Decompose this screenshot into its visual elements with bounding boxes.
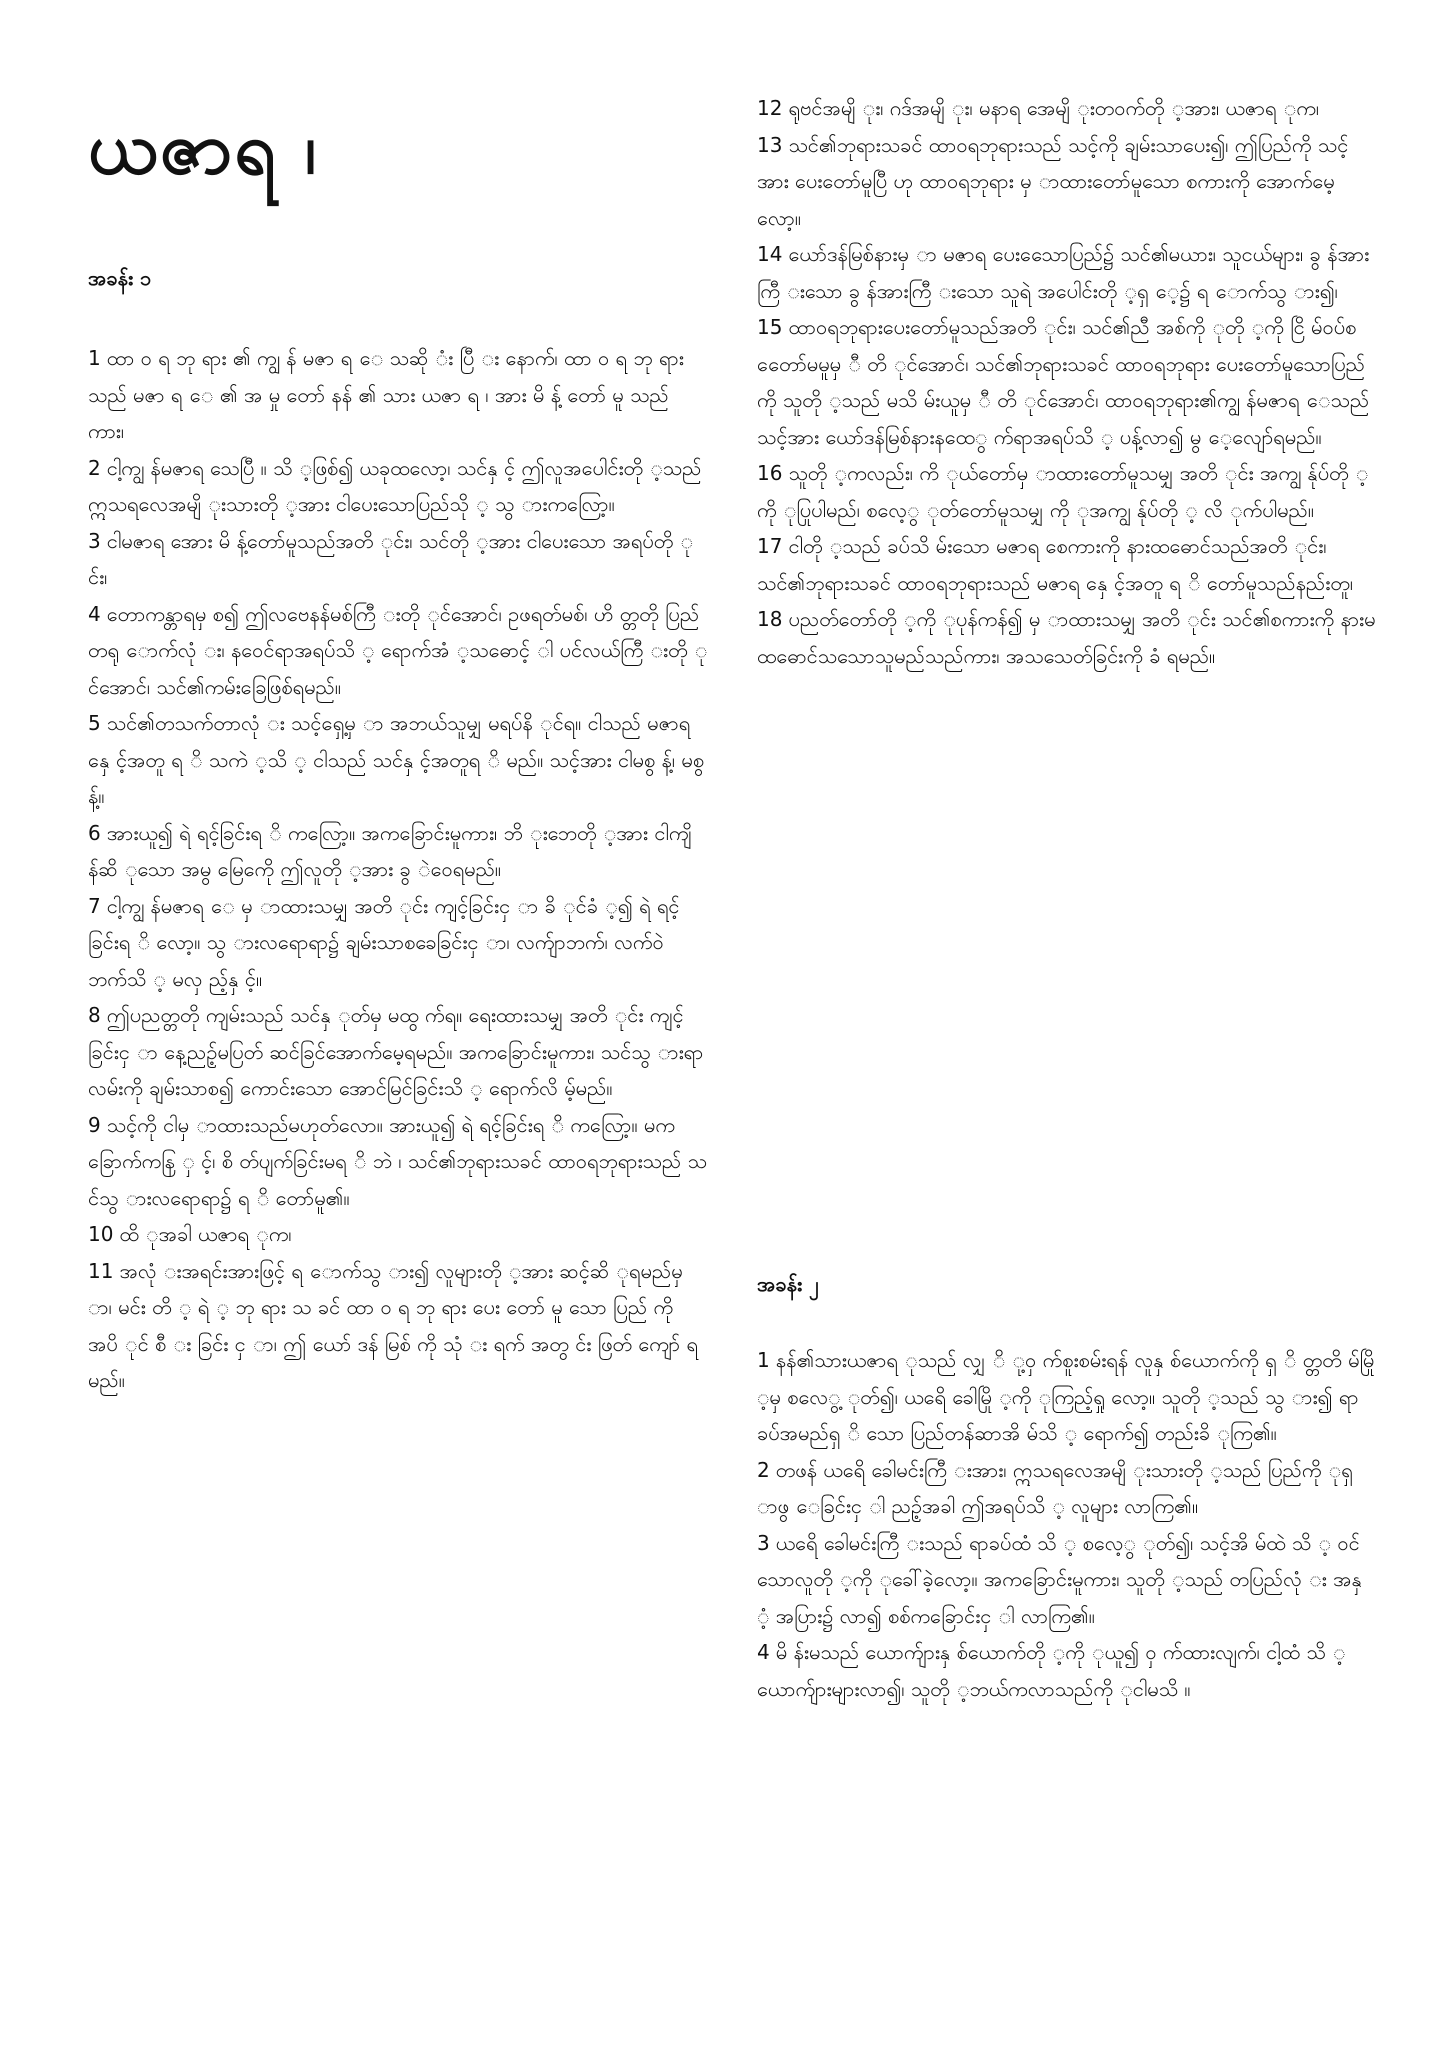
- verse-text: ထိ ုအခါ ယဇာရ ုက၊: [119, 1222, 292, 1246]
- verse-text: သူတို ့ကလည်း၊ ကိ ုယ်တော်မှ ာထားတော်မူသမျှ အတိ ုင်း အကျွ န်ုပ်တို ့ကို ုပြုပါမည်၊ စလေ့ွ ုတ်တော်မူသမျှ ကို ုအကျွ န်ုပ်တို ့ လိ ုက်ပါမည်။: [757, 461, 1369, 522]
- verse-text: ရုဗင်အမျိ ုး၊ ဂဒ်အမျိ ုး၊ မနာရ အေမျိ ုးတဝက်တို ့အား၊ ယဇာရ ုက၊: [788, 96, 1320, 120]
- verse-number: 3: [757, 1530, 770, 1555]
- chapter-1-verses-left: [88, 340, 708, 1399]
- verse-number: 12: [757, 96, 783, 120]
- verse-text: တောကန္တာရမှ စ၍ ဤလဗေနန်မစ်ကြီ းတို ုင်အောင်၊ ဥဖရတ်မစ်၊ ဟိ တ္တတို ပြည်တရု ောက်လုံ း၊ နဝေင်ရာအရပ်သိ ့ ရောက်အံ ့သဓောင့် ါ ပင်လယ်ကြီ းတို ုင်အောင်၊ သင်၏ကမ်းခြေဖြစ်ရမည်။: [88, 601, 708, 699]
- verse-number: 7: [88, 893, 101, 918]
- verse: [757, 127, 1377, 237]
- verse: [88, 1253, 708, 1399]
- verse-number: 9: [88, 1112, 101, 1137]
- verse-text: သင့်ကို ငါမှ ာထားသည်မဟုတ်လော။ အားယူ၍ ရဲ ရင့်ခြင်းရ ိ ကလြော့။ မကခြောက်ကနြ ှ င့်၊ စိ တ်ပျက်ခြင်းမရ ိ ဘဲ ၊ သင်၏ဘုရားသခင် ထာဝရဘုရားသည် သင်သွ ားလရောရာ၌ ရ ိ တော်မူ၏။: [88, 1112, 707, 1210]
- verse-number: 1: [757, 1348, 770, 1372]
- verse: [88, 997, 708, 1107]
- verse: [757, 309, 1377, 455]
- verse-text: မိ န်းမသည် ယောက်ျားနှ စ်ယောက်တို ့ကို ုယူ၍ ဝှ က်ထားလျက်၊ ငါ့ထံ သိ ့ ယောက်ျားများလာ၍၊ သူတို ့ဘယ်ကလာသည်ကို ုငါမသိ ။: [757, 1640, 1346, 1701]
- verse-text: အလုံ းအရင်းအားဖြင့် ရ ောက်သွ ား၍ လူများတို ့အား ဆင့်ဆိ ုရမည်မှ ာ၊ မင်း တိ ့ ရဲ ့ ဘု ရား သ ခင် ထာ ဝ ရ ဘု ရား ပေး တော် မူ သော ပြည် ကို အပိ ုင် စီ း ခြင်း ငှ ာ၊ ဤ ယော် ဒန် မြစ် ကို သုံ း ရက် အတွ င်း ဖြတ် ကျော် ရ မည်။: [88, 1258, 698, 1392]
- verse-text: တဖန် ယရေိ ခေါမင်းကြီ းအား၊ ဣသရလေအမျိ ုးသားတို ့သည် ပြည်ကို ုရှ ာဖွ ေခြင်းငှ ါ ညဉ့်အခါ ဤအရပ်သိ ့ လူများ လာကြ၏။: [757, 1457, 1353, 1518]
- verse-number: 16: [757, 461, 783, 485]
- chapter-1-heading: အခန်း ၁: [88, 266, 152, 290]
- verse-number: 2: [757, 1457, 770, 1482]
- verse-number: 3: [88, 528, 101, 553]
- verse-text: သင်၏ဘုရားသခင် ထာဝရဘုရားသည် သင့်ကို ချမ်းသာပေး၍၊ ဤပြည်ကို သင့်အား ပေးတော်မူပြီ ဟု ထာဝရဘုရား မှ ာထားတော်မူသော စကားကို အောက်မေ့လော့။: [757, 132, 1349, 230]
- chapter-2-heading: အခန်း ၂: [757, 1272, 819, 1296]
- verse-text: နန်၏သားယဇာရ ုသည် လျှ ိ ု့ဝှ က်စူးစမ်းရန် လူနှ စ်ယောက်ကို ရှ ိ တ္တတိ မ်မြို ့မှ စလေွ့ ုတ်၍၊ ယရေိ ခေါမြို ့ကို ုကြည့်ရှု လော့။ သူတို ့သည် သွ ား၍ ရာခပ်အမည်ရှ ိ သော ပြည်တန်ဆာအိ မ်သိ ့ ရောက်၍ တည်းခိ ုကြ၏။: [757, 1348, 1375, 1445]
- chapter-2-verses: [757, 1342, 1377, 1707]
- verse: [757, 455, 1377, 528]
- verse-number: 5: [88, 711, 101, 735]
- verse-text: ယရေိ ခေါမင်းကြီ းသည် ရာခပ်ထံ သိ ့ စလေ့ွ ုတ်၍၊ သင့်အိ မ်ထဲ သိ ့ ဝင်သောလူတို ့ကို ုခေါ်ခဲ့လော့။ အကခြောင်းမူကား၊ သူတို ့သည် တပြည်လုံ း အနှ ံ့ အပြား၌ လာ၍ စစ်ကခြောင်းငှ ါ လာကြ၏။: [757, 1530, 1362, 1628]
- verse-number: 1: [88, 346, 101, 370]
- verse-number: 11: [88, 1258, 114, 1283]
- verse-number: 2: [88, 455, 101, 480]
- verse: [88, 596, 708, 706]
- verse: [88, 1107, 708, 1217]
- verse: [757, 236, 1377, 309]
- verse: [757, 1342, 1377, 1452]
- verse-number: 4: [88, 601, 101, 626]
- verse-number: 10: [88, 1222, 114, 1246]
- verse-text: ယော်ဒန်မြစ်နားမှ ာ မဇာရ ပေးသေောပြည်၌ သင်၏မယား၊ သူငယ်များ၊ ခွ န်အားကြီ းသော ခွ န်အားကြီ းသော သူရဲ အပေါင်းတို ့ရှ ေ့၌ ရ ောက်သွ ား၍၊: [757, 242, 1370, 303]
- verse-number: 6: [88, 820, 101, 845]
- verse-number: 14: [757, 242, 783, 266]
- verse: [88, 888, 708, 998]
- verse: [88, 1216, 708, 1253]
- verse-text: ငါ့ကျွ န်မဇာရ ေ မှ ာထားသမျှ အတိ ုင်း ကျင့်ခြင်းငှ ာ ခိ ုင်ခံ ့၍ ရဲ ရင့်ခြင်းရ ိ လော့။ သွ ားလရောရာ၌ ချမ်းသာစခေခြင်းငှ ာ၊ လက်ျာဘက်၊ လက်ဝဲ ဘက်သိ ့ မလှ ည့်နှ င့်။: [88, 893, 680, 991]
- verse-text: ဤပညတ္တတို ကျမ်းသည် သင်နှ ုတ်မှ မထွ က်ရ။ ရေးထားသမျှ အတိ ုင်း ကျင့်ခြင်းငှ ာ နေ့ညဉ့်မပြတ် ဆင်ခြင်အောက်မေ့ရမည်။ အကခြောင်းမူကား၊ သင်သွ ားရာလမ်းကို ချမ်းသာစ၍ ကောင်းသော အောင်မြင်ခြင်းသိ ့ ရောက်လိ မ့်မည်။: [88, 1003, 704, 1100]
- verse: [757, 528, 1377, 601]
- verse-number: 13: [757, 132, 783, 157]
- verse: [757, 90, 1377, 127]
- verse: [757, 1525, 1377, 1635]
- verse-text: သင်၏တသက်တာလုံ း သင့်ရှေ့မှ ာ အဘယ်သူမျှ မရပ်နိ ုင်ရ။ ငါသည် မဇာရ နှေ င့်အတူ ရ ိ သကဲ ့သိ ့ ငါသည် သင်နှ င့်အတူရ ိ မည်။ သင့်အား ငါမစွ န့်၊ မစွ န့်။: [88, 711, 705, 808]
- verse-text: ငါတို ့သည် ခပ်သိ မ်းသော မဇာရ စေကားကို နားထဓောင်သည်အတိ ုင်း၊ သင်၏ဘုရားသခင် ထာဝရဘုရားသည် မဇာရ နှေ င့်အတူ ရ ိ တော်မူသည်နည်းတူ၊: [757, 534, 1353, 595]
- verse-number: 18: [757, 607, 783, 631]
- verse: [88, 340, 708, 450]
- verse-number: 17: [757, 534, 783, 558]
- verse: [88, 523, 708, 596]
- verse-text: ငါမဇာရ အေား မိ န့်တော်မူသည်အတိ ုင်း၊ သင်တို ့အား ငါပေးသော အရပ်တို ုင်း၊: [88, 528, 694, 589]
- verse: [88, 450, 708, 523]
- verse-number: 4: [757, 1640, 770, 1664]
- verse: [88, 705, 708, 815]
- verse: [757, 601, 1377, 674]
- verse-number: 15: [757, 315, 783, 339]
- verse-text: အားယူ၍ ရဲ ရင့်ခြင်းရ ိ ကလြော့။ အကခြောင်းမူကား၊ ဘိ ုးဘေတို ့အား ငါကျိ န်ဆိ ုသော အမွ မြေကေို ဤလူတို ့အား ခွ ဲဝေရမည်။: [88, 820, 692, 881]
- verse: [757, 1634, 1377, 1707]
- chapter-1-verses-right: [757, 90, 1377, 674]
- verse: [88, 815, 708, 888]
- verse-text: ပညတ်တော်တို ့ကို ုပုန်ကန်၍ မှ ာထားသမျှ အတိ ုင်း သင်၏စကားကို နားမထဓောင်သသောသူမည်သည်ကား၊ အသသေတ်ခြင်းကို ခံ ရမည်။: [757, 607, 1376, 668]
- verse-number: 8: [88, 1003, 101, 1027]
- verse: [757, 1452, 1377, 1525]
- verse-text: ထာ ဝ ရ ဘု ရား ၏ ကျွ န် မဇာ ရ ေ သဆို ံး ပြီ း နောက်၊ ထာ ဝ ရ ဘု ရား သည် မဇာ ရ ေ ၏ အ မှု တော် နန် ၏ သား ယဇာ ရ ၊ အား မိ န့် တော် မူ သည် ကား၊: [88, 346, 684, 443]
- book-title: ယဇာရ ၊: [88, 106, 319, 190]
- verse-text: ငါ့ကျွ န်မဇာရ သေပြီ ။ သိ ့ဖြစ်၍ ယခုထလော့၊ သင်နှ င့် ဤလူအပေါင်းတို ့သည် ဣသရလေအမျိ ုးသားတို ့အား ငါပေးသောပြည်သို ့ သွ ားကလြော့။: [88, 455, 702, 516]
- verse-text: ထာဝရဘုရားပေးတော်မူသည်အတိ ုင်း၊ သင်၏ညီ အစ်ကို ုတို ့ကို ငြိ မ်ဝပ်စတေော်မမူမှ ီ တိ ုင်အောင်၊ သင်၏ဘုရားသခင် ထာဝရဘုရား ပေးတော်မူသောပြည်ကို သူတို ့သည် မသိ မ်းယူမှ ီ တိ ုင်အောင်၊ ထာဝရဘုရား၏ကျွ န်မဇာရ ေသည် သင့်အား ယော်ဒန်မြစ်နားနထေွ က်ရာအရပ်သိ ့ ပန့်လာ၍ မွ ေ့လျော်ရမည်။: [757, 315, 1370, 449]
